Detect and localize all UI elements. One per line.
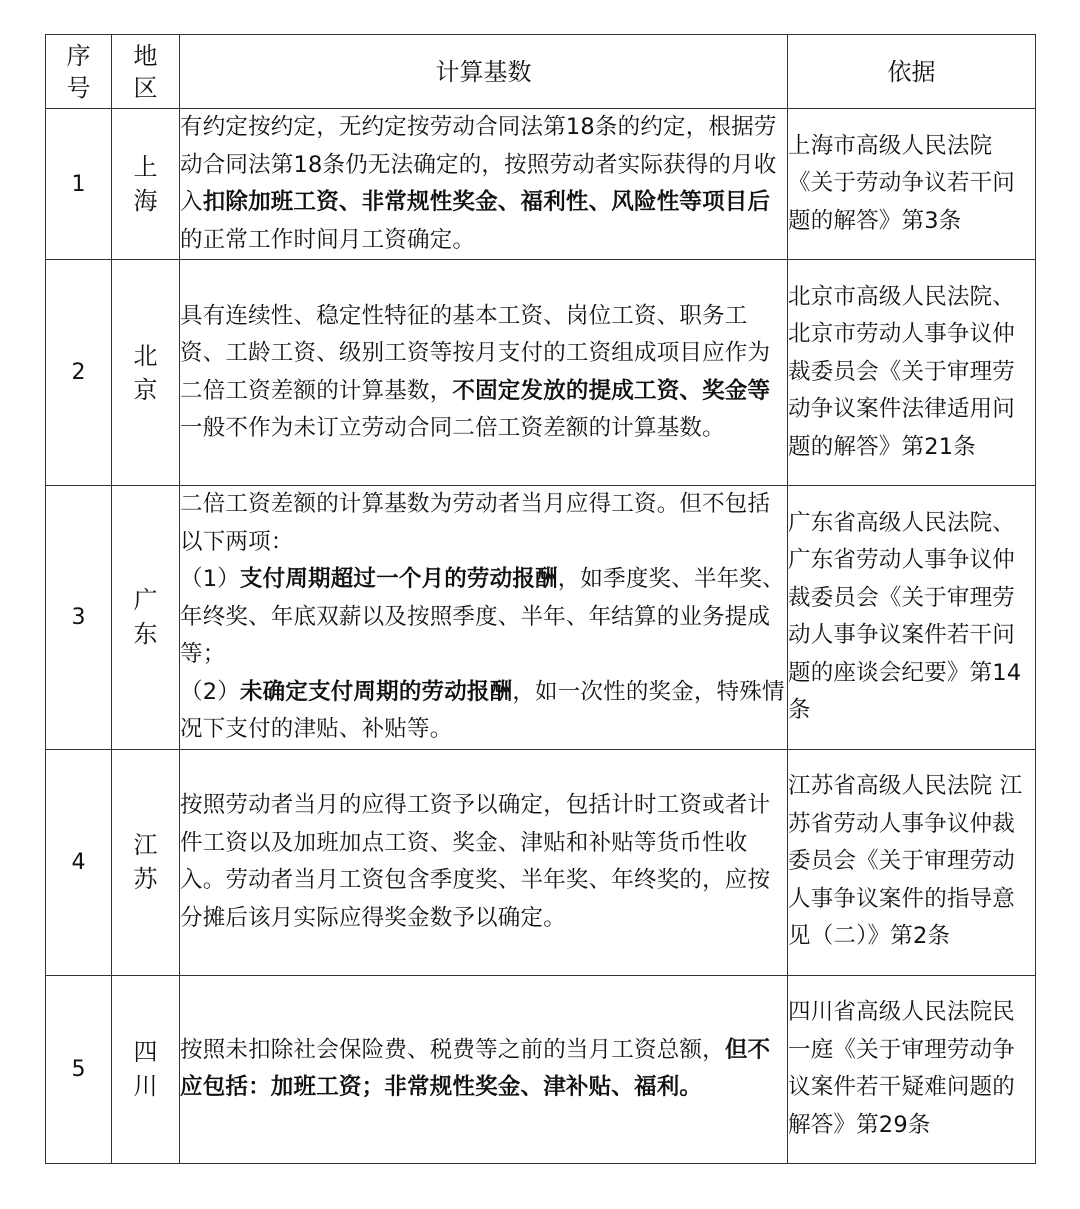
table-row bbox=[46, 109, 1036, 260]
region-line1: 北 bbox=[133, 341, 158, 370]
row-region bbox=[112, 260, 180, 486]
basis-intro: 二倍工资差额的计算基数为劳动者当月应得工资。但不包括以下两项： bbox=[180, 491, 771, 555]
table-row bbox=[46, 260, 1036, 486]
row-number: 5 bbox=[46, 975, 112, 1163]
region-line1: 四 bbox=[133, 1038, 158, 1066]
region-line1: 上 bbox=[133, 153, 158, 181]
header-basis: 计算基数 bbox=[180, 35, 788, 109]
item1-bold: 支付周期超过一个月的劳动报酬 bbox=[239, 566, 558, 592]
region-line2: 海 bbox=[133, 187, 158, 215]
header-no-line1: 序 bbox=[66, 41, 91, 70]
basis-text: 具有连续性、稳定性特征的基本工资、岗位工资、职务工资、工龄工资、级别工资等按月支付的工资组成项目应作为二倍工资差额的计算基数， bbox=[180, 302, 771, 404]
header-region-line2: 区 bbox=[133, 73, 158, 102]
row-reference: 北京市高级人民法院、北京市劳动人事争议仲裁委员会《关于审理劳动争议案件法律适用问题的解答》第21条 bbox=[788, 260, 1036, 486]
row-region bbox=[112, 975, 180, 1163]
table-row bbox=[46, 749, 1036, 975]
basis-bold-text: 不固定发放的提成工资、奖金等 bbox=[452, 377, 771, 404]
region-line1: 江 bbox=[133, 831, 158, 859]
comparison-table bbox=[45, 34, 1036, 1164]
table-row bbox=[46, 975, 1036, 1163]
header-no bbox=[46, 35, 112, 109]
row-reference: 四川省高级人民法院民一庭《关于审理劳动争议案件若干疑难问题的解答》第29条 bbox=[788, 975, 1036, 1163]
row-number: 2 bbox=[46, 260, 112, 486]
region-line2: 东 bbox=[133, 620, 158, 649]
row-basis: 按照劳动者当月的应得工资予以确定，包括计时工资或者计件工资以及加班加点工资、奖金、津贴和补贴等货币性收入。劳动者当月工资包含季度奖、半年奖、年终奖的，应按分摊后该月实际应得奖金数予以确定。 bbox=[180, 749, 788, 975]
basis-text: 一般不作为未订立劳动合同二倍工资差额的计算基数。 bbox=[180, 415, 725, 441]
row-region bbox=[112, 486, 180, 750]
item1-prefix: （1） bbox=[180, 566, 240, 592]
row-basis bbox=[180, 975, 788, 1163]
header-region-line1: 地 bbox=[133, 41, 158, 70]
row-basis bbox=[180, 109, 788, 260]
header-region bbox=[112, 35, 180, 109]
row-basis bbox=[180, 486, 788, 750]
row-reference: 上海市高级人民法院《关于劳动争议若干问题的解答》第3条 bbox=[788, 109, 1036, 260]
row-reference: 广东省高级人民法院、广东省劳动人事争议仲裁委员会《关于审理劳动人事争议案件若干问题的座谈会纪要》第14条 bbox=[788, 486, 1036, 750]
table-row bbox=[46, 486, 1036, 750]
header-no-line2: 号 bbox=[66, 73, 91, 102]
region-line1: 广 bbox=[133, 586, 158, 615]
basis-text: 按照未扣除社会保险费、税费等之前的当月工资总额， bbox=[180, 1036, 725, 1063]
basis-text: 有约定按约定，无约定按劳动合同法第18条的约定，根据劳动合同法第18条仍无法确定的，按照劳动者实际获得的月收入 bbox=[180, 114, 777, 215]
row-basis bbox=[180, 260, 788, 486]
row-number: 4 bbox=[46, 749, 112, 975]
item2-prefix: （2） bbox=[180, 678, 240, 705]
row-reference: 江苏省高级人民法院 江苏省劳动人事争议仲裁委员会《关于审理劳动人事争议案件的指导意见（二）》第2条 bbox=[788, 749, 1036, 975]
region-line2: 京 bbox=[133, 375, 158, 404]
item2-rest: ，如一次性的奖金，特殊情况下支付的津贴、补贴等。 bbox=[180, 678, 785, 742]
basis-text: 的正常工作时间月工资确定。 bbox=[180, 226, 476, 253]
basis-bold-text: 扣除加班工资、非常规性奖金、福利性、风险性等项目后 bbox=[202, 189, 771, 215]
item2-bold: 未确定支付周期的劳动报酬 bbox=[239, 678, 513, 705]
row-region bbox=[112, 749, 180, 975]
item1-rest: ，如季度奖、半年奖、年终奖、年底双薪以及按照季度、半年、年结算的业务提成等； bbox=[180, 566, 785, 667]
basis-bold-text: 但不应包括：加班工资；非常规性奖金、津补贴、福利。 bbox=[180, 1036, 771, 1100]
row-region bbox=[112, 109, 180, 260]
row-number: 3 bbox=[46, 486, 112, 750]
header-row bbox=[46, 35, 1036, 109]
region-line2: 苏 bbox=[133, 865, 158, 893]
header-reference: 依据 bbox=[788, 35, 1036, 109]
row-number: 1 bbox=[46, 109, 112, 260]
region-line2: 川 bbox=[133, 1072, 158, 1100]
